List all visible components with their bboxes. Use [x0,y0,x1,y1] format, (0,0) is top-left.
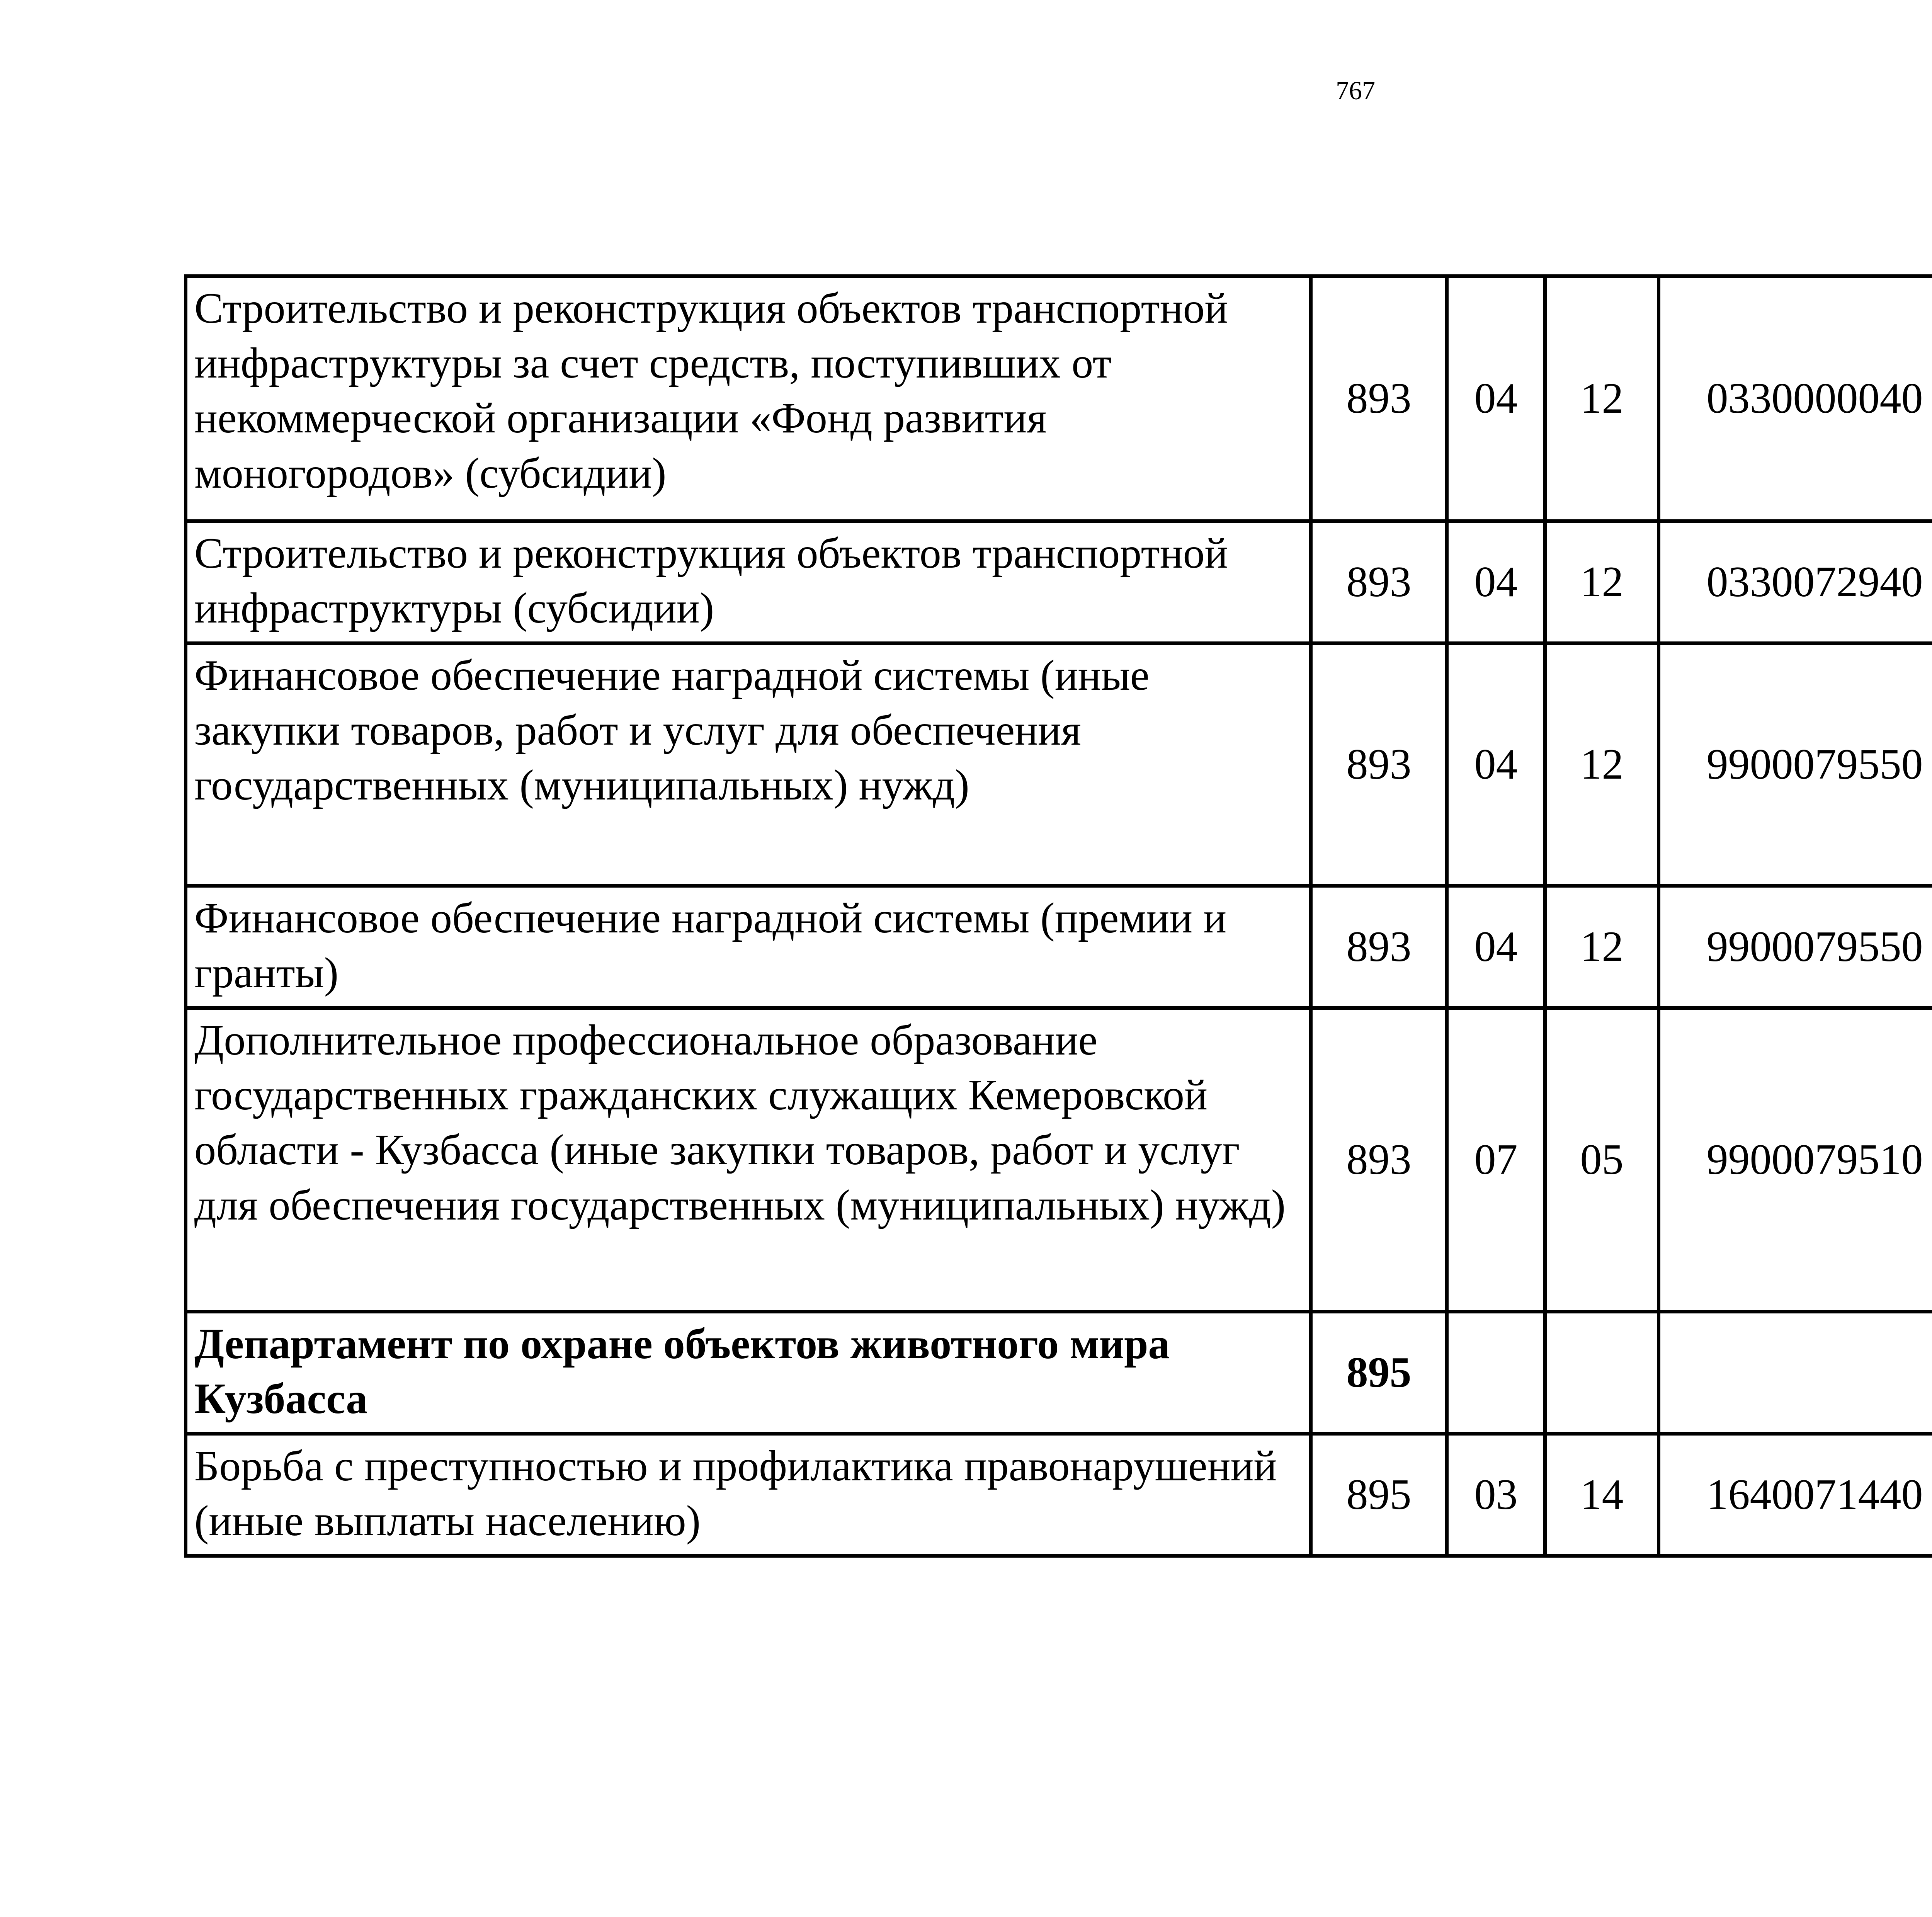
subsection-code: 05 [1545,1008,1659,1312]
ministry-code: 893 [1311,521,1447,643]
table-row [186,1434,1932,1556]
table-row [186,521,1932,643]
target-article-code: 1640071440 [1659,1434,1932,1556]
section-code: 04 [1447,521,1545,643]
page-number: 767 [1336,76,1375,105]
ministry-code: 895 [1311,1434,1447,1556]
target-article-code: 0330000040 [1659,276,1932,521]
table-row [186,886,1932,1008]
ministry-code: 893 [1311,643,1447,886]
row-description: Строительство и реконструкция объектов транспортной инфраструктуры (субсидии) [186,521,1311,643]
row-description: Строительство и реконструкция объектов транспортной инфраструктуры за счет средств, поступивших от некоммерческой организации «Фонд развития моногородов» (субсидии) [186,276,1311,521]
ministry-code: 893 [1311,886,1447,1008]
row-description: Финансовое обеспечение наградной системы (премии и гранты) [186,886,1311,1008]
subsection-code: 12 [1545,643,1659,886]
section-code [1447,1312,1545,1434]
budget-table [184,274,1932,1558]
section-code: 07 [1447,1008,1545,1312]
subsection-code: 12 [1545,276,1659,521]
subsection-code [1545,1312,1659,1434]
ministry-code: 895 [1311,1312,1447,1434]
subsection-code: 14 [1545,1434,1659,1556]
target-article-code: 9900079510 [1659,1008,1932,1312]
section-code: 04 [1447,276,1545,521]
section-code: 04 [1447,643,1545,886]
table-row [186,276,1932,521]
table-row [186,1008,1932,1312]
target-article-code: 9900079550 [1659,643,1932,886]
target-article-code [1659,1312,1932,1434]
row-description: Дополнительное профессиональное образование государственных гражданских служащих Кемеровской области - Кузбасса (иные закупки товаров, работ и услуг для обеспечения государственных (муниципальных) нужд) [186,1008,1311,1312]
ministry-code: 893 [1311,276,1447,521]
department-title: Департамент по охране объектов животного мира Кузбасса [186,1312,1311,1434]
table-row-department [186,1312,1932,1434]
row-description: Борьба с преступностью и профилактика правонарушений (иные выплаты населению) [186,1434,1311,1556]
row-description: Финансовое обеспечение наградной системы (иные закупки товаров, работ и услуг для обеспечения государственных (муниципальных) нужд) [186,643,1311,886]
table-row [186,643,1932,886]
target-article-code: 0330072940 [1659,521,1932,643]
ministry-code: 893 [1311,1008,1447,1312]
subsection-code: 12 [1545,521,1659,643]
target-article-code: 9900079550 [1659,886,1932,1008]
section-code: 04 [1447,886,1545,1008]
subsection-code: 12 [1545,886,1659,1008]
section-code: 03 [1447,1434,1545,1556]
